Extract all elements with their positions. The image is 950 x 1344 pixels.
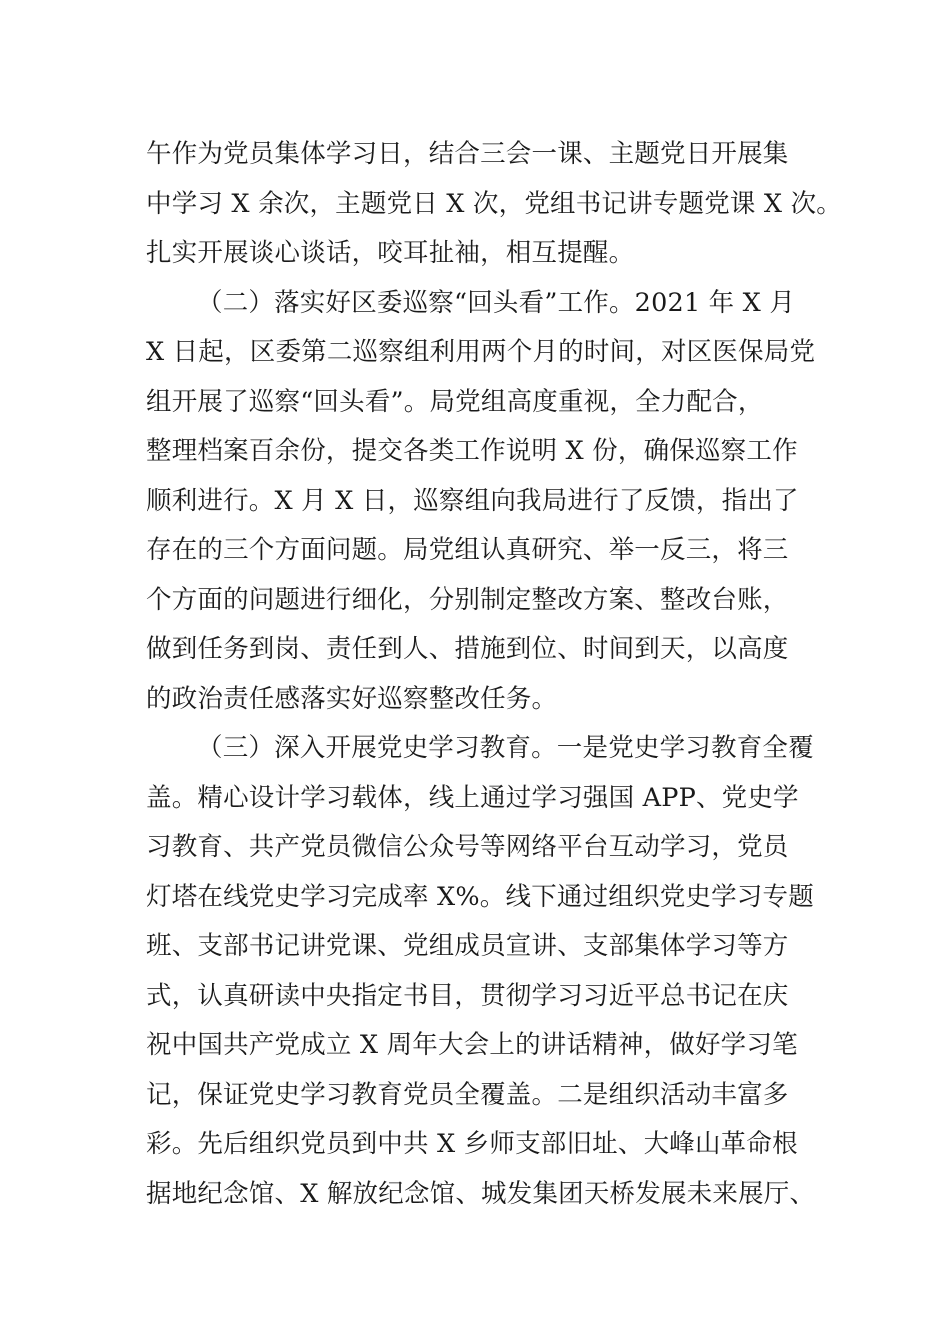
text-line: 做到任务到岗、责任到人、措施到位、时间到天，以高度	[146, 634, 789, 664]
text-line: 习教育、共产党员微信公众号等网络平台互动学习，党员	[146, 832, 789, 862]
text-line: 记，保证党史学习教育党员全覆盖。二是组织活动丰富多	[146, 1079, 789, 1110]
text-line: 存在的三个方面问题。局党组认真研究、举一反三，将三	[146, 535, 789, 565]
text-line: 班、支部书记讲党课、党组成员宣讲、支部集体学习等方	[146, 931, 789, 961]
text-line: 午作为党员集体学习日，结合三会一课、主题党日开展集	[146, 139, 789, 169]
text-line: 盖。精心设计学习载体，线上通过学习强国 APP、党史学	[146, 782, 799, 813]
text-line: 据地纪念馆、X 解放纪念馆、城发集团天桥发展未来展厅、	[146, 1178, 816, 1209]
section-heading-line: （三）深入开展党史学习教育。一是党史学习教育全覆	[197, 733, 814, 763]
text-line: 祝中国共产党成立 X 周年大会上的讲话精神，做好学习笔	[146, 1030, 798, 1060]
text-line: X 日起，区委第二巡察组利用两个月的时间，对区医保局党	[146, 337, 816, 367]
text-line: 扎实开展谈心谈话，咬耳扯袖，相互提醒。	[146, 238, 635, 268]
text-line: 顺利进行。X 月 X 日，巡察组向我局进行了反馈，指出了	[146, 485, 799, 516]
text-line: 彩。先后组织党员到中共 X 乡师支部旧址、大峰山革命根	[146, 1129, 798, 1159]
text-line: 整理档案百余份，提交各类工作说明 X 份，确保巡察工作	[146, 436, 798, 466]
text-line: 组开展了巡察“回头看”。局党组高度重视，全力配合，	[146, 386, 764, 417]
text-line: 式，认真研读中央指定书目，贯彻学习习近平总书记在庆	[146, 980, 789, 1011]
text-line: 灯塔在线党史学习完成率 X%。线下通过组织党史学习专题	[146, 881, 814, 912]
text-line: 中学习 X 余次，主题党日 X 次，党组书记讲专题党课 X 次。	[146, 188, 842, 219]
body-text	[146, 130, 842, 1219]
text-line: 的政治责任感落实好巡察整改任务。	[146, 683, 558, 714]
section-heading-line: （二）落实好区委巡察“回头看”工作。2021 年 X 月	[197, 287, 796, 318]
text-line: 个方面的问题进行细化，分别制定整改方案、整改台账，	[146, 584, 789, 615]
